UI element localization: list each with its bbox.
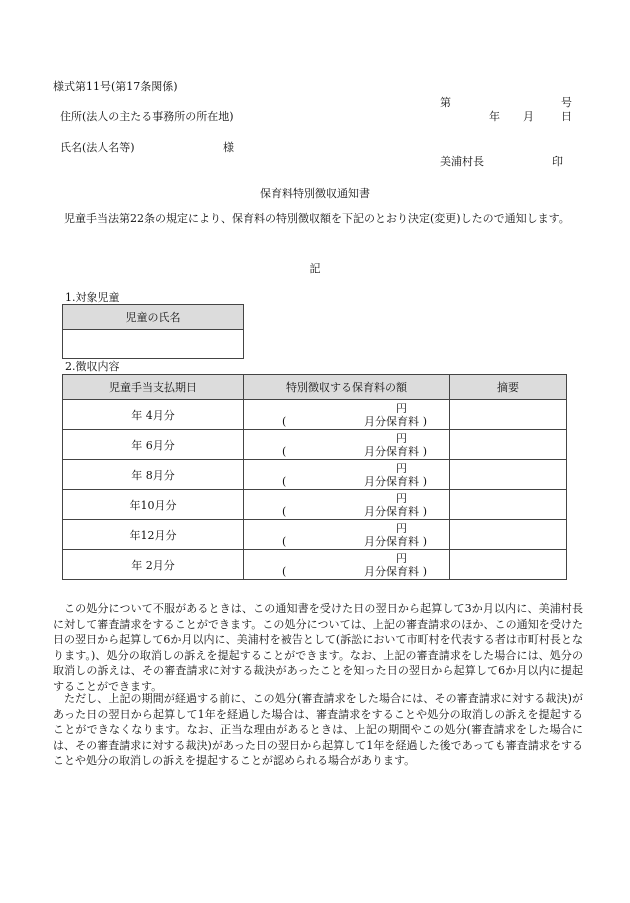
month-fee-label: 月分保育料: [364, 534, 419, 548]
remarks-cell: [450, 430, 567, 460]
remarks-cell: [450, 550, 567, 580]
paren-close: ): [422, 564, 427, 578]
month-fee-label: 月分保育料: [364, 504, 419, 518]
paren-open: (: [282, 564, 287, 578]
month-fee-label: 月分保育料: [364, 444, 419, 458]
amount-cell: [244, 490, 450, 520]
col-remarks: 摘要: [450, 375, 567, 400]
paren-close: ): [422, 474, 427, 488]
child-name-cell: [63, 330, 244, 359]
yen-unit: 円: [396, 461, 407, 475]
amount-cell: [244, 430, 450, 460]
payment-date-cell: 年 4月分: [63, 400, 244, 430]
yen-unit: 円: [396, 401, 407, 415]
payment-date-cell: 年12月分: [63, 520, 244, 550]
payment-date-cell: 年 8月分: [63, 460, 244, 490]
name-label: 氏名(法人名等): [60, 141, 135, 154]
appeal-notice-paragraph: この処分について不服があるときは、この通知書を受けた日の翌日から起算して3か月以内に、美浦村長に対して審査請求をすることができます。この処分については、上記の審査請求のほか、この通知を受けた日の翌日から起算して6か月以内に、美浦村を被告として(訴訟において市町村を代表する者は市町村長となります。)、処分の取消しの訴えを提起することができます。なお、上記の審査請求をした場合には、処分の取消しの訴えは、その審査請求に対する裁決があったことを知った日の翌日から起算して6か月以内に提起することができます。: [53, 602, 583, 693]
table-row: [63, 520, 567, 550]
paren-open: (: [282, 414, 287, 428]
col-payment-date: 児童手当支払期日: [63, 375, 244, 400]
amount-cell: [244, 400, 450, 430]
table-row: [63, 400, 567, 430]
yen-unit: 円: [396, 521, 407, 535]
amount-cell: [244, 550, 450, 580]
yen-unit: 円: [396, 551, 407, 565]
table-row: [63, 550, 567, 580]
col-fee-amount: 特別徴収する保育料の額: [244, 375, 450, 400]
paren-close: ): [422, 504, 427, 518]
remarks-cell: [450, 400, 567, 430]
appeal-proviso-paragraph: ただし、上記の期間が経過する前に、この処分(審査請求をした場合には、その審査請求に対する裁決)があった日の翌日から起算して1年を経過した場合は、審査請求をすることや処分の取消しの訴えを提起することができなくなります。なお、正当な理由があるときは、上記の期間やこの処分(審査請求をした場合には、その審査請求に対する裁決)があった日の翌日から起算して1年を経過した後であっても審査請求をすることや処分の取消しの訴えを提起することが認められる場合があります。: [53, 692, 583, 767]
payment-date-cell: 年 2月分: [63, 550, 244, 580]
paren-open: (: [282, 474, 287, 488]
table-row: [63, 430, 567, 460]
date-year: 年: [489, 110, 500, 123]
collection-table: [62, 374, 567, 580]
section1-heading: 1.対象児童: [65, 291, 120, 304]
form-number: 様式第11号(第17条関係): [53, 80, 178, 93]
yen-unit: 円: [396, 431, 407, 445]
amount-cell: [244, 460, 450, 490]
month-fee-label: 月分保育料: [364, 564, 419, 578]
intro-paragraph: 児童手当法第22条の規定により、保育料の特別徴収額を下記のとおり決定(変更)したので通知します。: [64, 212, 570, 225]
paren-close: ): [422, 534, 427, 548]
month-fee-label: 月分保育料: [364, 414, 419, 428]
payment-date-cell: 年 6月分: [63, 430, 244, 460]
issuer: 美浦村長: [440, 155, 484, 168]
table-row: [63, 460, 567, 490]
table-row: [63, 490, 567, 520]
remarks-cell: [450, 490, 567, 520]
amount-cell: [244, 520, 450, 550]
paren-close: ): [422, 444, 427, 458]
date-day: 日: [561, 110, 572, 123]
paren-open: (: [282, 504, 287, 518]
child-name-header: 児童の氏名: [63, 305, 244, 330]
child-table: [62, 304, 244, 359]
honorific: 様: [223, 141, 234, 154]
remarks-cell: [450, 520, 567, 550]
document-number-prefix: 第: [440, 96, 451, 109]
paren-open: (: [282, 534, 287, 548]
seal-mark: 印: [552, 155, 563, 168]
paren-close: ): [422, 414, 427, 428]
paren-open: (: [282, 444, 287, 458]
remarks-cell: [450, 460, 567, 490]
ki-label: 記: [309, 262, 321, 275]
address-label: 住所(法人の主たる事務所の所在地): [60, 110, 234, 123]
month-fee-label: 月分保育料: [364, 474, 419, 488]
document-title: 保育料特別徴収通知書: [260, 187, 370, 200]
yen-unit: 円: [396, 491, 407, 505]
payment-date-cell: 年10月分: [63, 490, 244, 520]
date-month: 月: [523, 110, 534, 123]
document-number-suffix: 号: [561, 96, 572, 109]
section2-heading: 2.徴収内容: [65, 360, 120, 373]
